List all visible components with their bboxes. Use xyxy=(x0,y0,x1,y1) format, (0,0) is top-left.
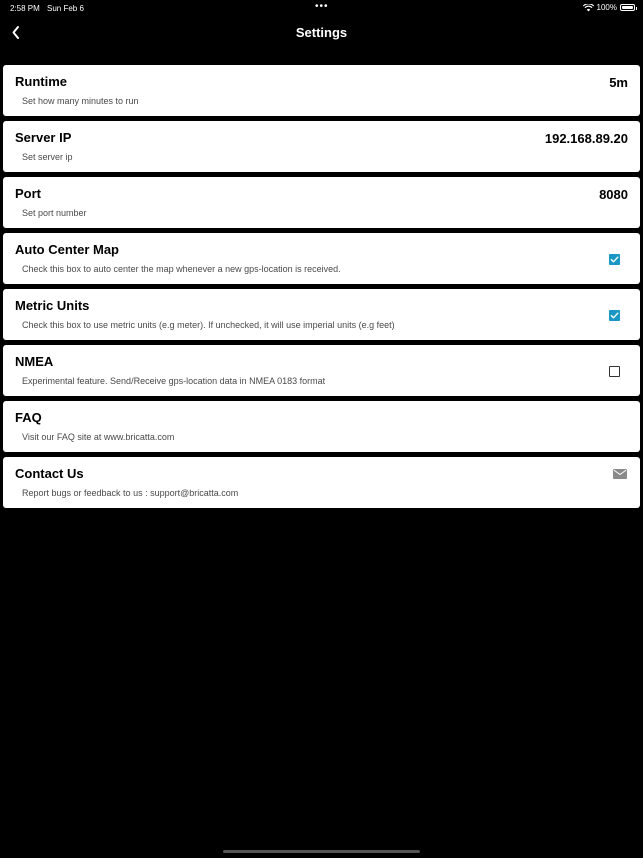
setting-runtime[interactable] xyxy=(3,65,640,116)
battery-level xyxy=(622,6,633,9)
setting-title: Runtime xyxy=(15,74,67,89)
setting-title: Server IP xyxy=(15,130,72,145)
setting-nmea[interactable] xyxy=(3,345,640,396)
setting-title: Auto Center Map xyxy=(15,242,119,257)
setting-subtitle: Visit our FAQ site at www.bricatta.com xyxy=(22,432,175,442)
setting-subtitle: Check this box to use metric units (e.g meter). If unchecked, it will use imperial units (e.g feet) xyxy=(22,320,395,330)
navigation-bar xyxy=(0,18,643,48)
setting-title: NMEA xyxy=(15,354,54,369)
setting-metric-units[interactable] xyxy=(3,289,640,340)
status-bar xyxy=(0,0,643,16)
status-indicators xyxy=(583,3,635,12)
setting-subtitle: Experimental feature. Send/Receive gps-location data in NMEA 0183 format xyxy=(22,376,326,386)
status-time: 2:58 PM xyxy=(10,4,40,13)
wifi-icon xyxy=(583,4,594,12)
setting-title: FAQ xyxy=(15,410,42,425)
setting-auto-center-map[interactable] xyxy=(3,233,640,284)
setting-subtitle: Set server ip xyxy=(22,152,73,162)
setting-port[interactable] xyxy=(3,177,640,228)
battery-icon xyxy=(620,4,635,11)
setting-title: Port xyxy=(15,186,41,201)
home-indicator[interactable] xyxy=(223,850,420,853)
setting-subtitle: Set how many minutes to run xyxy=(22,96,139,106)
setting-value: 5m xyxy=(609,75,628,90)
setting-subtitle: Report bugs or feedback to us : support@bricatta.com xyxy=(22,488,239,498)
metric-units-checkbox[interactable] xyxy=(609,310,620,321)
multitasking-dots[interactable]: ••• xyxy=(315,1,329,12)
setting-value: 192.168.89.20 xyxy=(544,131,628,146)
mail-icon[interactable] xyxy=(613,469,627,479)
settings-list xyxy=(3,65,640,513)
setting-subtitle: Set port number xyxy=(22,208,87,218)
auto-center-map-checkbox[interactable] xyxy=(609,254,620,265)
nmea-checkbox[interactable] xyxy=(609,366,620,377)
setting-value: 8080 xyxy=(599,187,628,202)
page-title: Settings xyxy=(295,25,348,40)
setting-title: Metric Units xyxy=(15,298,90,313)
status-date: Sun Feb 6 xyxy=(47,4,84,13)
battery-percent: 100% xyxy=(596,3,617,12)
setting-title: Contact Us xyxy=(15,466,84,481)
setting-contact-us[interactable] xyxy=(3,457,640,508)
setting-server-ip[interactable] xyxy=(3,121,640,172)
setting-faq[interactable] xyxy=(3,401,640,452)
setting-subtitle: Check this box to auto center the map whenever a new gps-location is received. xyxy=(22,264,341,274)
